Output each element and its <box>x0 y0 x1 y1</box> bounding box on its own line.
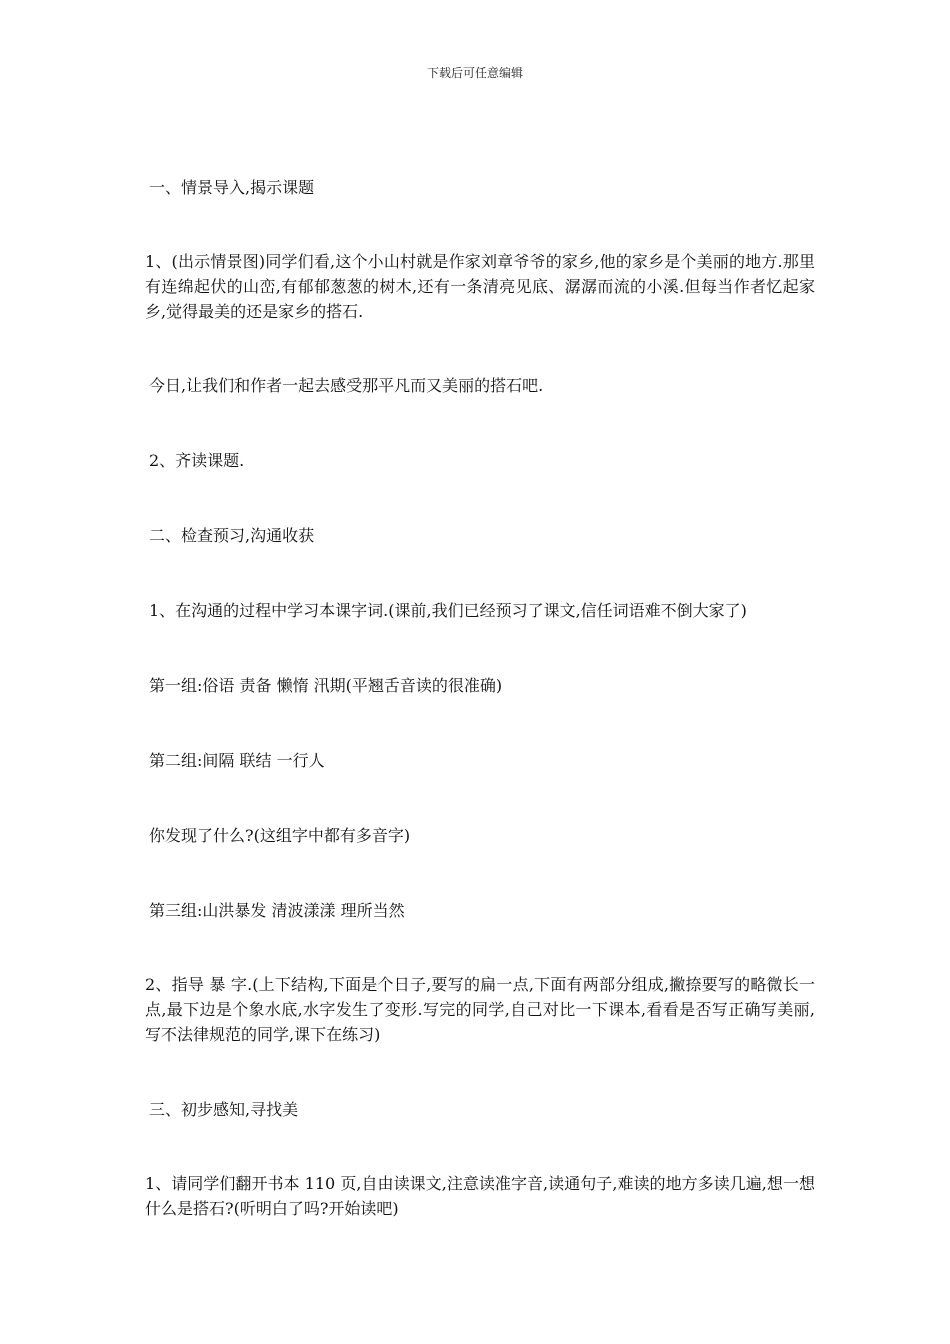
page-header: 下载后可任意编辑 <box>426 66 523 80</box>
paragraph-intro: 1、(出示情景图)同学们看,这个小山村就是作家刘章爷爷的家乡,他的家乡是个美丽的地方.那里有连绵起伏的山峦,有郁郁葱葱的树木,还有一条清亮见底、潺潺而流的小溪.但每当作者忆起家乡,觉得最美的还是家乡的搭石. <box>145 252 815 321</box>
paragraph-discovery: 你发现了什么?(这组字中都有多音字) <box>149 826 411 845</box>
paragraph-group-1: 第一组:俗语 责备 懒惰 汛期(平翘舌音读的很准确) <box>149 676 503 695</box>
paragraph-today: 今日,让我们和作者一起去感受那平凡而又美丽的搭石吧. <box>149 376 544 395</box>
paragraph-guide-character: 2、指导 暴 字.(上下结构,下面是个日子,要写的扁一点,下面有两部分组成,撇捺要写的略微长一点,最下边是个象水底,水字发生了变形.写完的同学,自己对比一下课本,看看是否写正确写美丽,写不法律规范的同学,课下在练习) <box>145 975 815 1044</box>
paragraph-read-book: 1、请同学们翻开书本 110 页,自由读课文,注意读准字音,读通句子,难读的地方多读几遍,想一想什么是搭石?(听明白了吗?开始读吧) <box>145 1174 815 1218</box>
paragraph-read-title: 2、齐读课题. <box>149 451 245 470</box>
section-heading-3: 三、初步感知,寻找美 <box>149 1100 299 1119</box>
paragraph-group-2: 第二组:间隔 联结 一行人 <box>149 751 325 770</box>
paragraph-group-3: 第三组:山洪暴发 清波漾漾 理所当然 <box>149 901 405 920</box>
paragraph-vocab: 1、在沟通的过程中学习本课字词.(课前,我们已经预习了课文,信任词语难不倒大家了) <box>149 601 747 620</box>
section-heading-1: 一、情景导入,揭示课题 <box>149 178 315 197</box>
section-heading-2: 二、检查预习,沟通收获 <box>149 526 315 545</box>
